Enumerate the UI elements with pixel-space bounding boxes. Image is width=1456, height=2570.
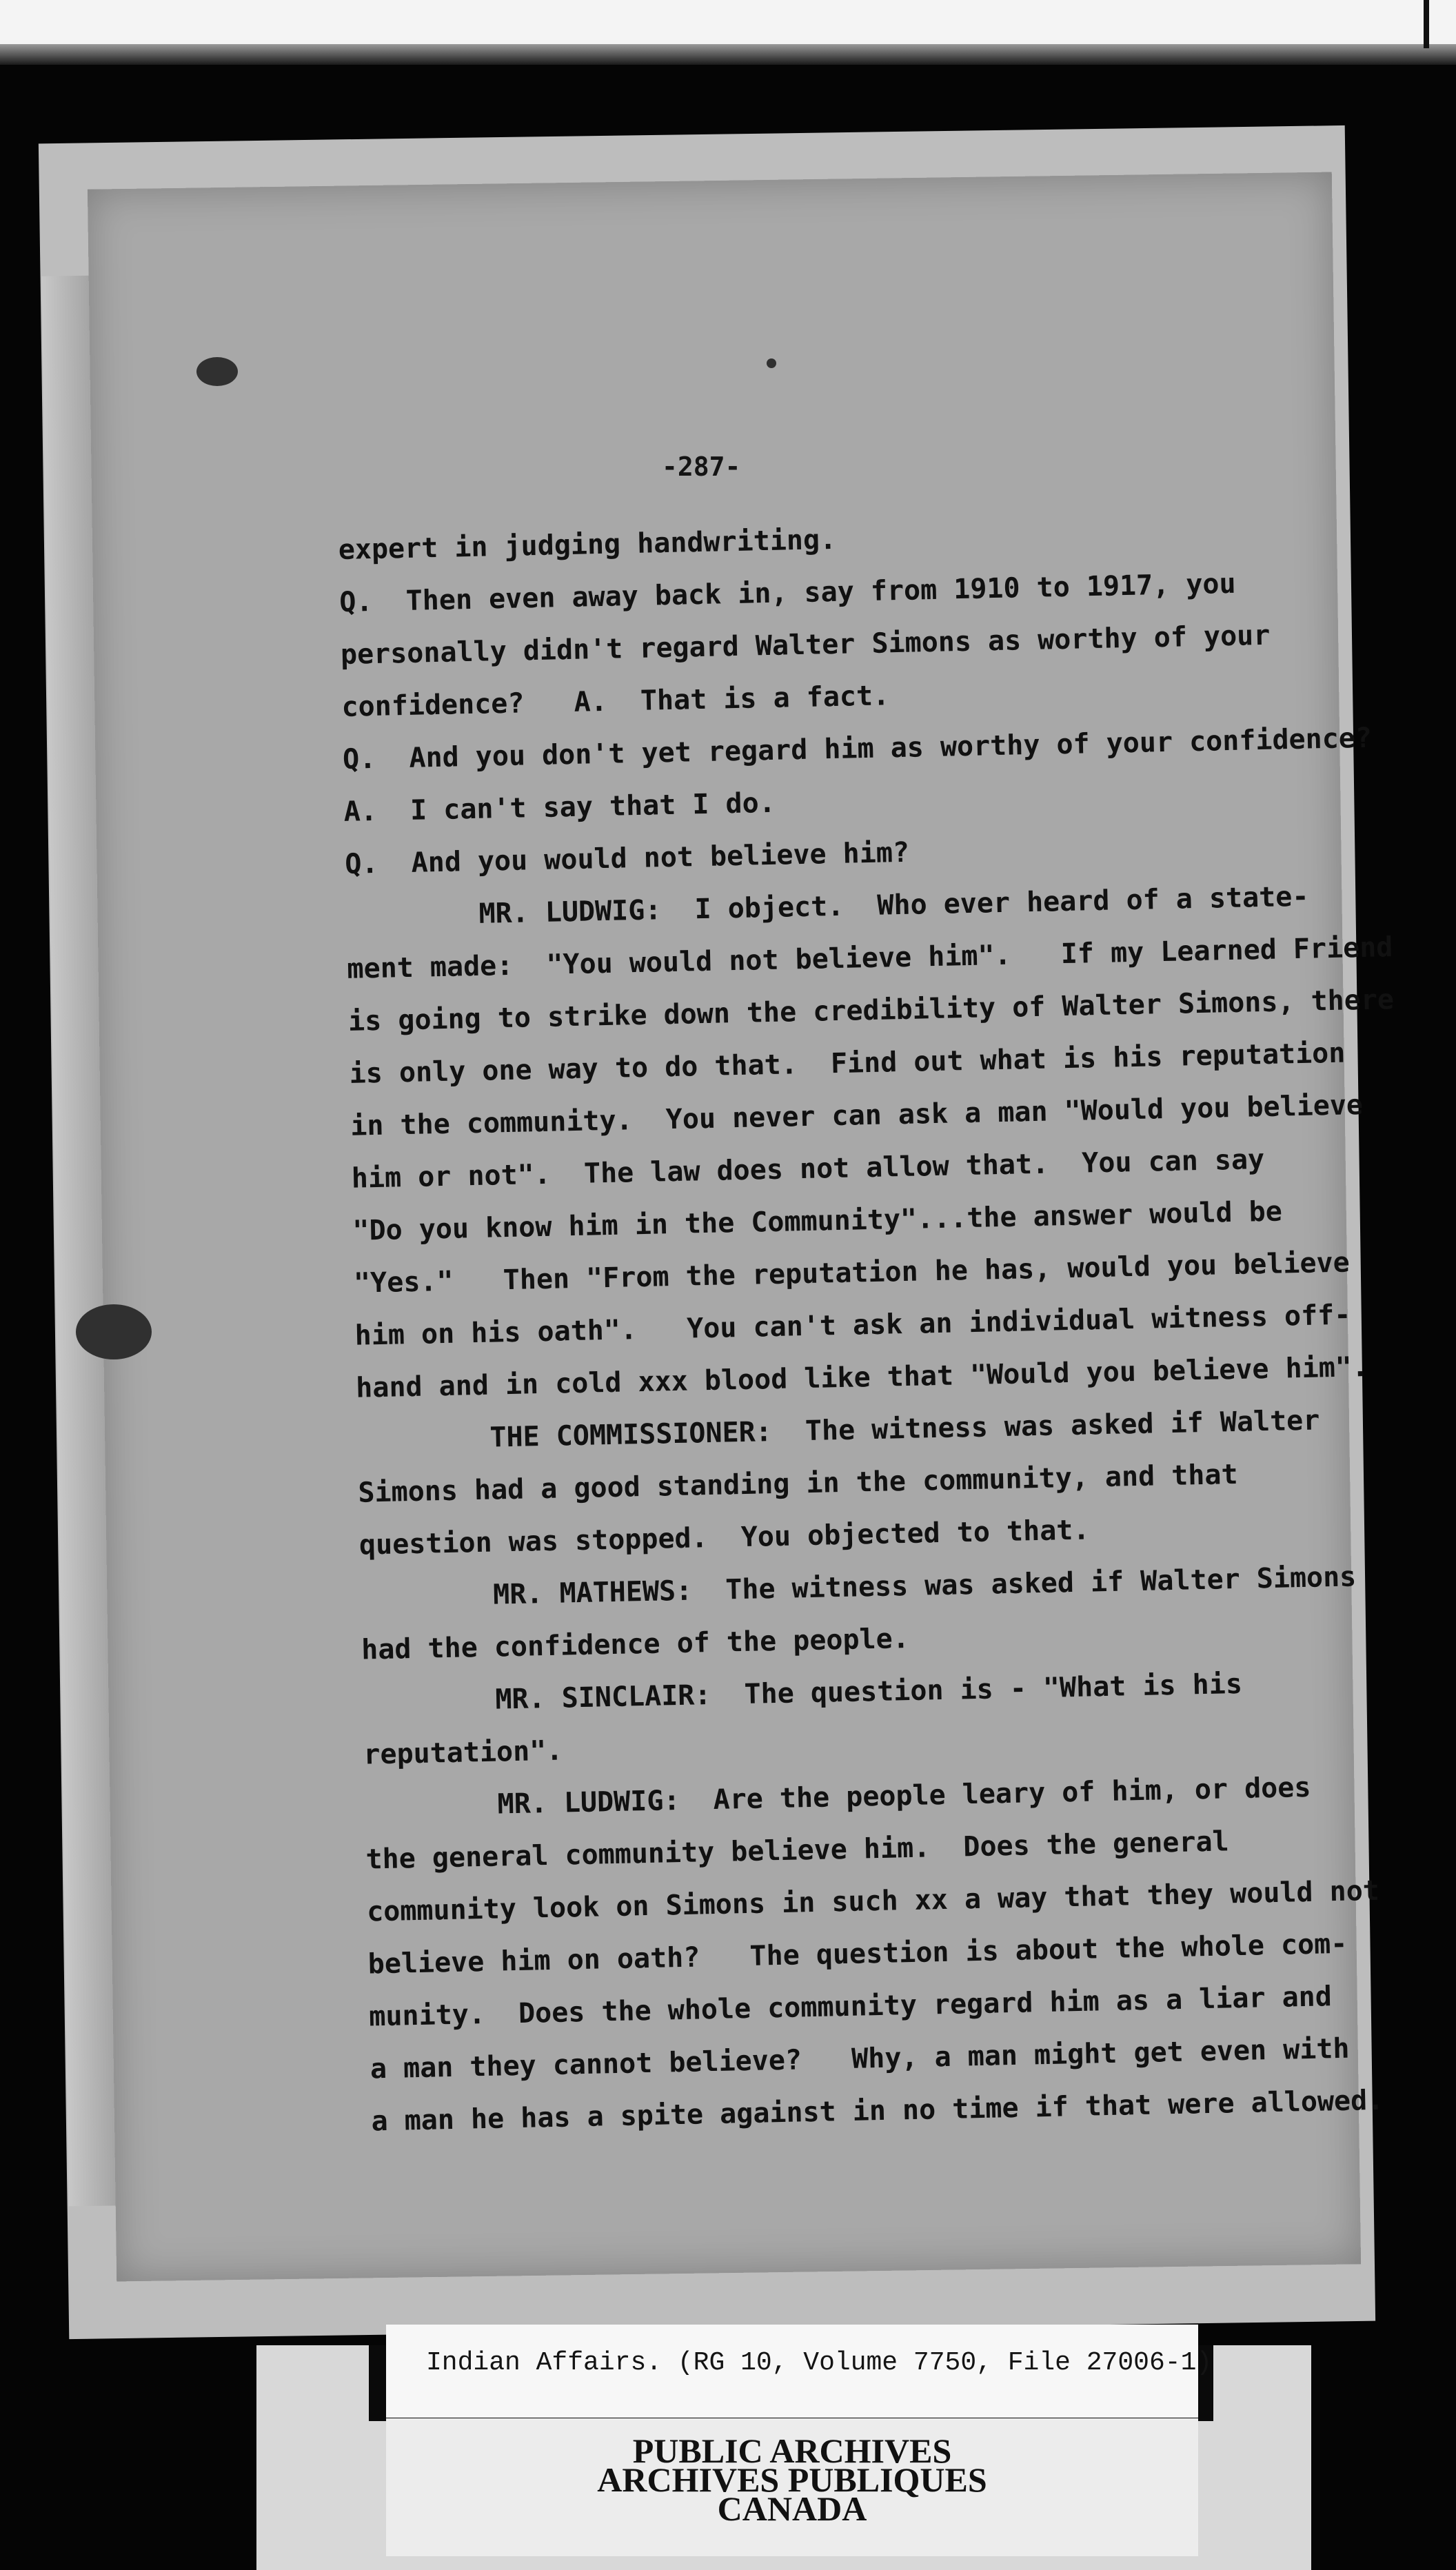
transcript-line: THE COMMISSIONER: The witness was asked if Walter (356, 1404, 1320, 1457)
transcript-line: him on his oath". You can't ask an individual witness off- (354, 1299, 1351, 1352)
transcript-line: "Yes." Then "From the reputation he has, would you believe (353, 1246, 1351, 1299)
scan-top-margin (0, 0, 1456, 44)
transcript-line: had the confidence of the people. (361, 1623, 910, 1666)
transcript-line: Simons had a good standing in the community, and that (357, 1458, 1239, 1509)
scan-frame-mark (1424, 0, 1429, 48)
transcript-line: believe him on oath? The question is about the whole com- (367, 1928, 1348, 1981)
transcript-line: ment made: "You would not believe him". If my Learned Friend (347, 931, 1393, 985)
transcript-line: confidence? A. That is a fact. (341, 680, 890, 723)
ink-blot-left (76, 1304, 152, 1359)
page-number: -287- (662, 452, 741, 482)
transcript-line: him or not". The law does not allow that. You can say (351, 1144, 1265, 1195)
scan-top-edge (0, 44, 1456, 65)
transcript-line: is going to strike down the credibility of Walter Simons, there (347, 984, 1395, 1038)
transcript-line: a man they cannot believe? Why, a man might get even with (370, 2032, 1350, 2085)
transcript-line: MR. LUDWIG: I object. Who ever heard of a state- (345, 880, 1309, 933)
transcript-line: A. I can't say that I do. (343, 787, 776, 828)
transcript-line: MR. SINCLAIR: The question is - "What is his (362, 1668, 1243, 1719)
transcript-line: in the community. You never can ask a man "Would you believe (350, 1089, 1364, 1142)
transcript-line: munity. Does the whole community regard him as a liar and (368, 1981, 1333, 2033)
transcript-line: Q. And you don't yet regard him as worthy of your confidence? (342, 722, 1373, 776)
transcript-line: expert in judging handwriting. (338, 523, 837, 566)
transcript-line: a man he has a spite against in no time if that were allowed. (371, 2084, 1384, 2138)
archive-stamp (386, 2418, 1198, 2556)
typed-transcript (338, 503, 1399, 2148)
transcript-line: the general community believe him. Does the general (365, 1825, 1230, 1876)
ink-dot (767, 358, 776, 368)
archive-name-fr: ARCHIVES PUBLIQUES (597, 2460, 987, 2499)
transcript-line: "Do you know him in the Community"...the answer would be (352, 1195, 1283, 1247)
archive-country: CANADA (717, 2489, 867, 2528)
transcript-line: MR. MATHEWS: The witness was asked if Walter Simons (360, 1561, 1357, 1614)
transcript-line: MR. LUDWIG: Are the people leary of him, or does (364, 1771, 1311, 1823)
transcript-line: community look on Simons in such xx a way that they would not (366, 1874, 1380, 1928)
transcript-line: is only one way to do that. Find out what is his reputation (349, 1037, 1346, 1090)
transcript-line: Q. And you would not believe him? (344, 836, 910, 880)
ink-blot-top (196, 357, 238, 386)
transcript-line: reputation". (363, 1734, 563, 1771)
transcript-line: hand and in cold xxx blood like that "Would you believe him". (355, 1350, 1369, 1404)
transcript-line: question was stopped. You objected to that. (358, 1514, 1090, 1561)
archive-reference: Indian Affairs. (RG 10, Volume 7750, File 27006-1) (426, 2348, 1213, 2378)
transcript-line: Q. Then even away back in, say from 1910 to 1917, you (338, 567, 1237, 618)
archive-name-en: PUBLIC ARCHIVES (632, 2431, 952, 2470)
transcript-line: personally didn't regard Walter Simons as worthy of your (340, 619, 1271, 671)
